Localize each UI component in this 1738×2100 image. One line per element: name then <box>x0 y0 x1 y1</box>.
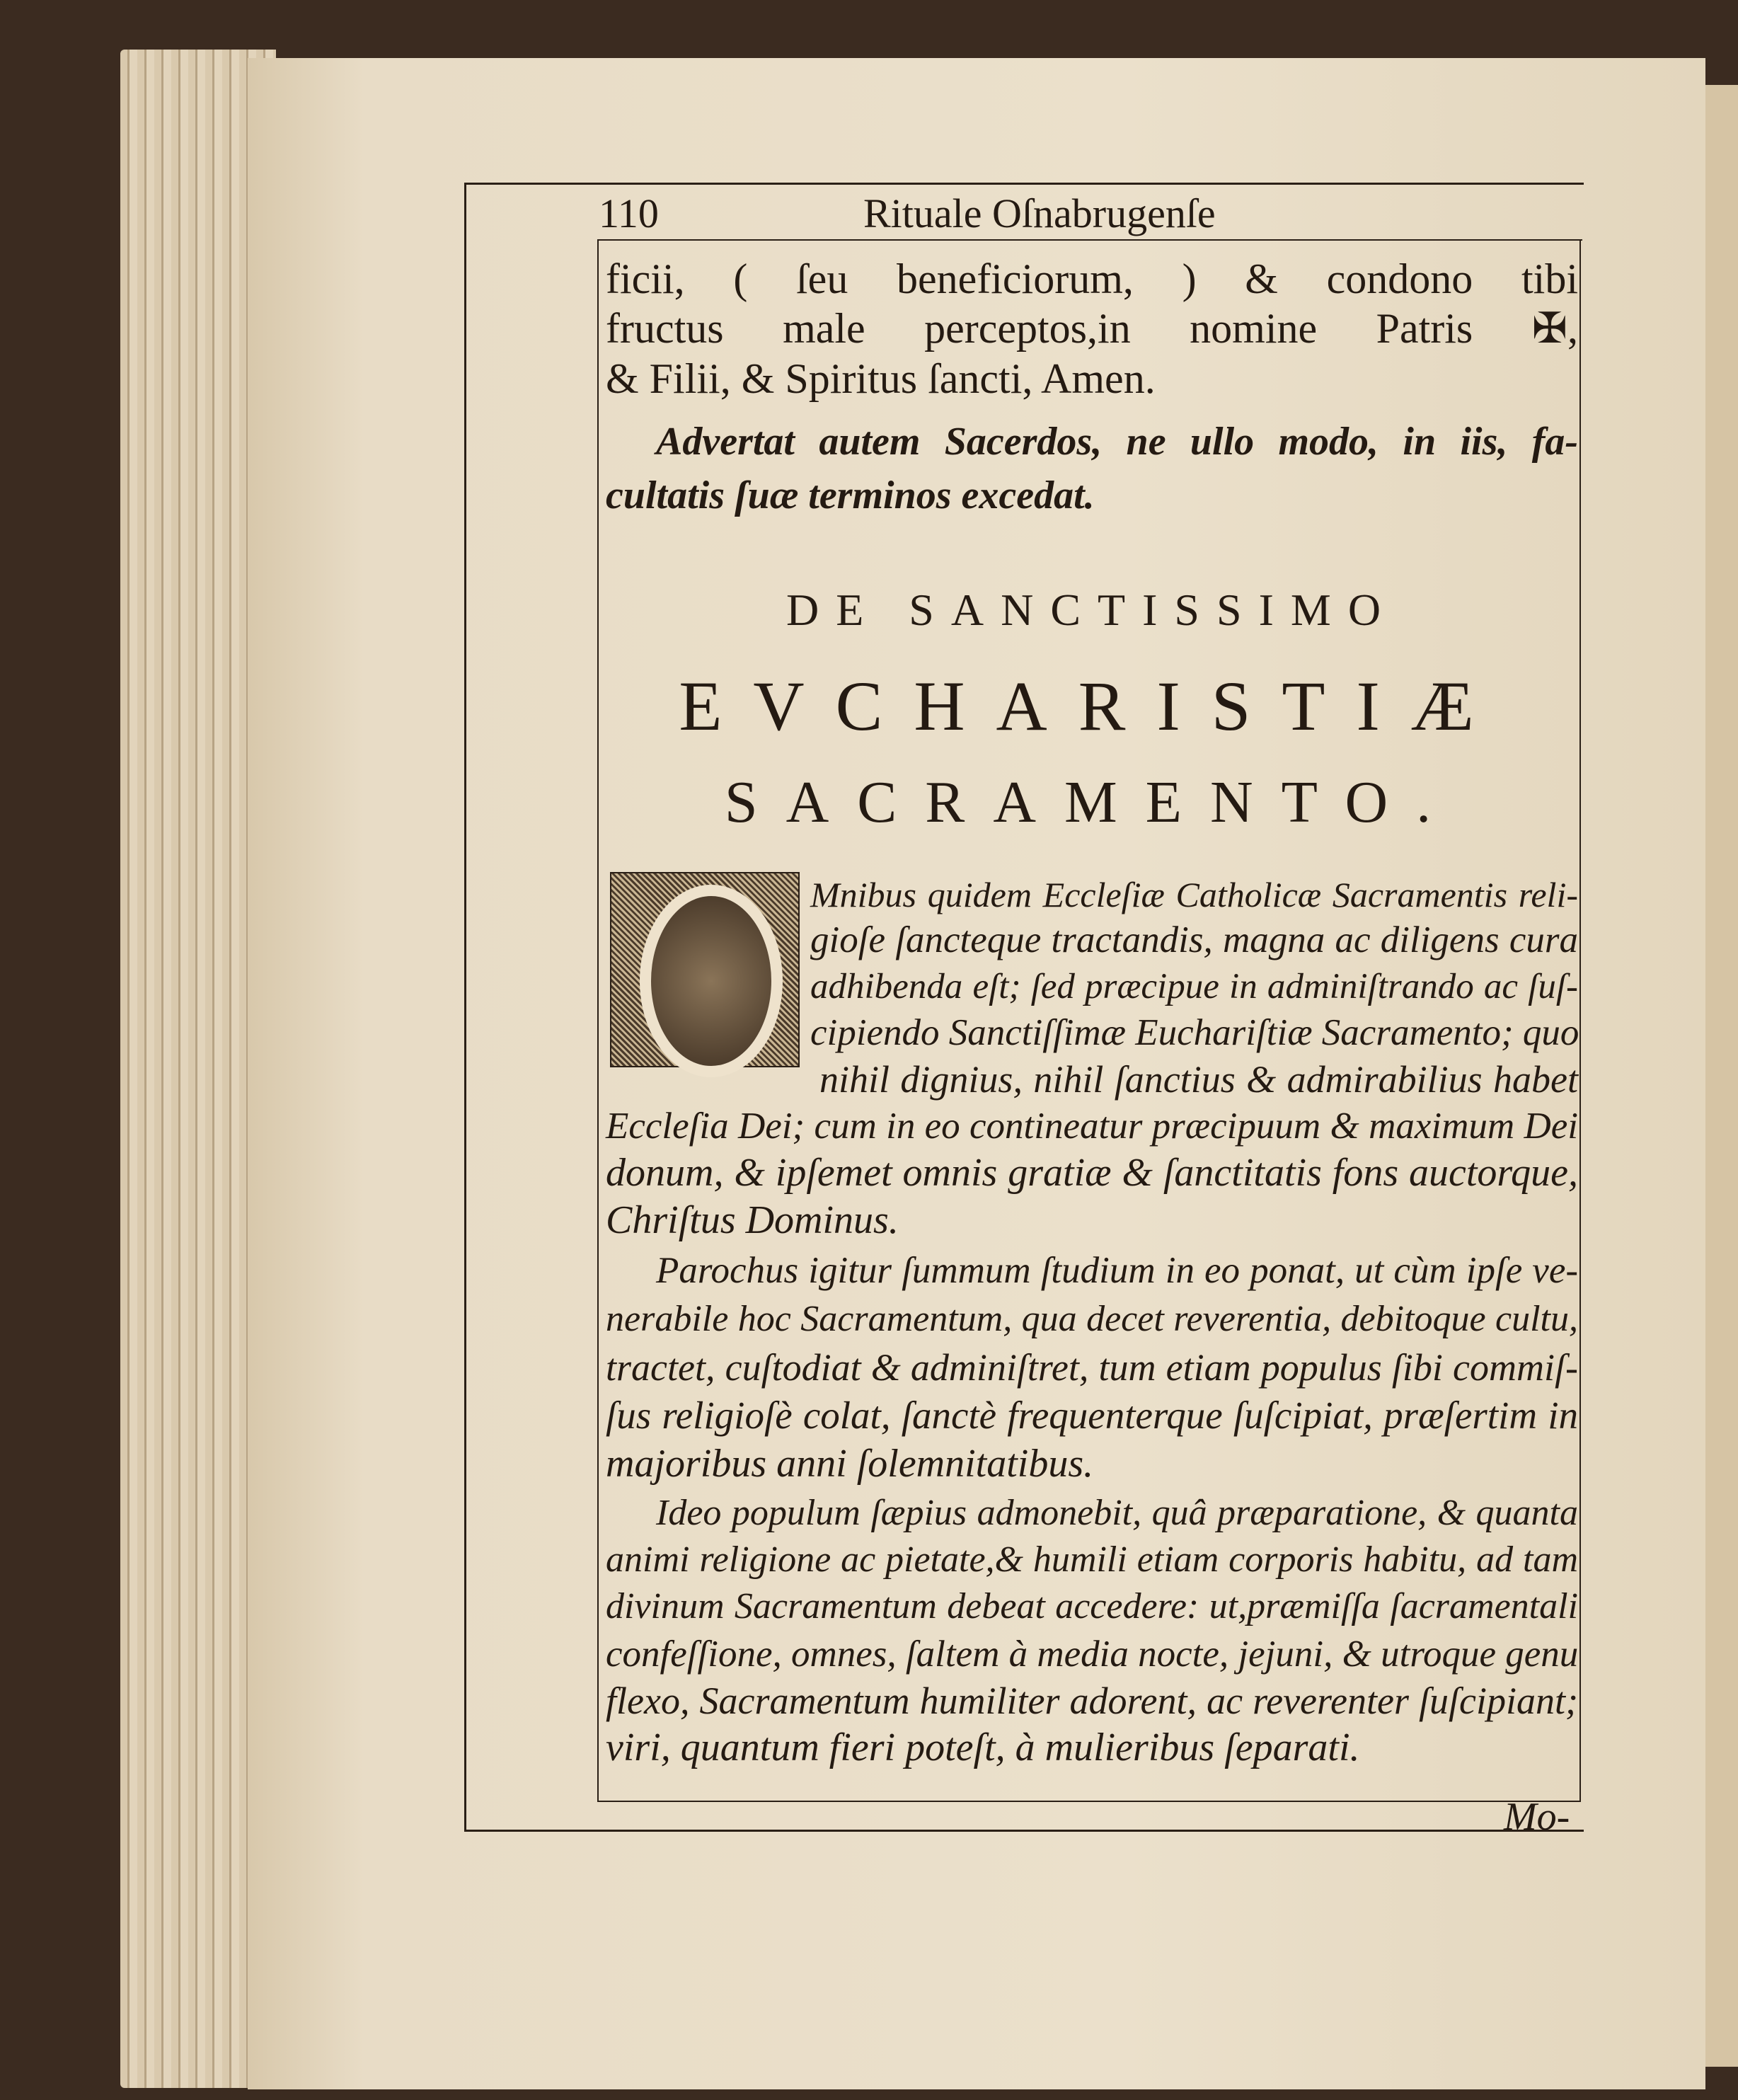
section-title-line-1: DE SANCTISSIMO <box>785 585 1398 635</box>
text-line: fructus male perceptos,in nomine Patris ✠, <box>606 305 1578 352</box>
body-line: Mnibus quidem Eccleſiæ Catholicæ Sacramentis reli- <box>810 875 1578 914</box>
body-line: cipiendo Sanctiſſimæ Euchariſtiæ Sacramento; quo <box>810 1012 1579 1053</box>
section-title-line-2: EVCHARISTIÆ <box>679 667 1505 745</box>
inner-bottom-rule <box>597 1801 1581 1802</box>
rubric-line: Advertat autem Sacerdos, ne ullo modo, in iis, fa- <box>656 420 1578 464</box>
body-line: Parochus igitur ſummum ſtudium in eo ponat, ut cùm ipſe ve- <box>656 1250 1578 1291</box>
inner-top-rule <box>597 239 1582 241</box>
body-line: nerabile hoc Sacramentum, qua decet reverentia, debitoque cultu, <box>606 1299 1578 1339</box>
body-line: Ideo populum ſæpius admonebit, quâ præparatione, & quanta <box>656 1493 1578 1533</box>
decorated-initial <box>610 872 800 1067</box>
inner-left-rule <box>597 239 599 1802</box>
section-title-line-3: SACRAMENTO. <box>724 769 1460 835</box>
body-line: animi religione ac pietate,& humili etiam corporis habitu, ad tam <box>606 1539 1578 1580</box>
body-line: gioſe ſancteque tractandis, magna ac diligens cura <box>810 919 1578 960</box>
header-rule <box>464 183 1584 185</box>
catchword: Mo- <box>1504 1795 1570 1839</box>
body-line: tractet, cuſtodiat & adminiſtret, tum etiam populus ſibi commiſ- <box>606 1346 1578 1389</box>
rubric-line: cultatis ſuæ terminos excedat. <box>606 474 1095 517</box>
outer-left-rule <box>464 183 466 1832</box>
running-title: Rituale Oſnabrugenſe <box>863 190 1216 236</box>
body-line: nihil dignius, nihil ſanctius & admirabilius habet <box>819 1058 1578 1101</box>
initial-o-engraving <box>640 885 783 1077</box>
text-line: & Filii, & Spiritus ſancti, Amen. <box>606 355 1156 402</box>
body-line: flexo, Sacramentum humiliter adorent, ac reverenter ſuſcipiant; <box>606 1680 1578 1722</box>
page-number: 110 <box>599 190 659 236</box>
bottom-rule <box>464 1830 1584 1832</box>
body-line: divinum Sacramentum debeat accedere: ut,præmiſſa ſacramentali <box>606 1586 1578 1626</box>
body-line: Chriſtus Dominus. <box>606 1198 899 1242</box>
body-line: ſus religioſè colat, ſanctè frequenterque ſuſcipiat, præſertim in <box>606 1394 1578 1437</box>
text-line: ficii, ( ſeu beneficiorum, ) & condono tibi <box>606 256 1578 302</box>
body-line: majoribus anni ſolemnitatibus. <box>606 1442 1094 1486</box>
body-line: donum, & ipſemet omnis gratiæ & ſanctitatis fons auctorque, <box>606 1151 1578 1195</box>
body-line: Eccleſia Dei; cum in eo contineatur præcipuum & maximum Dei <box>606 1106 1578 1147</box>
body-line: adhibenda eſt; ſed præcipue in adminiſtrando ac ſuſ- <box>810 967 1578 1006</box>
body-line: confeſſione, omnes, ſaltem à media nocte, jejuni, & utroque genu <box>606 1634 1579 1675</box>
body-line: viri, quantum fieri poteſt, à mulieribus ſeparati. <box>606 1726 1360 1769</box>
inner-right-rule <box>1579 239 1581 1802</box>
